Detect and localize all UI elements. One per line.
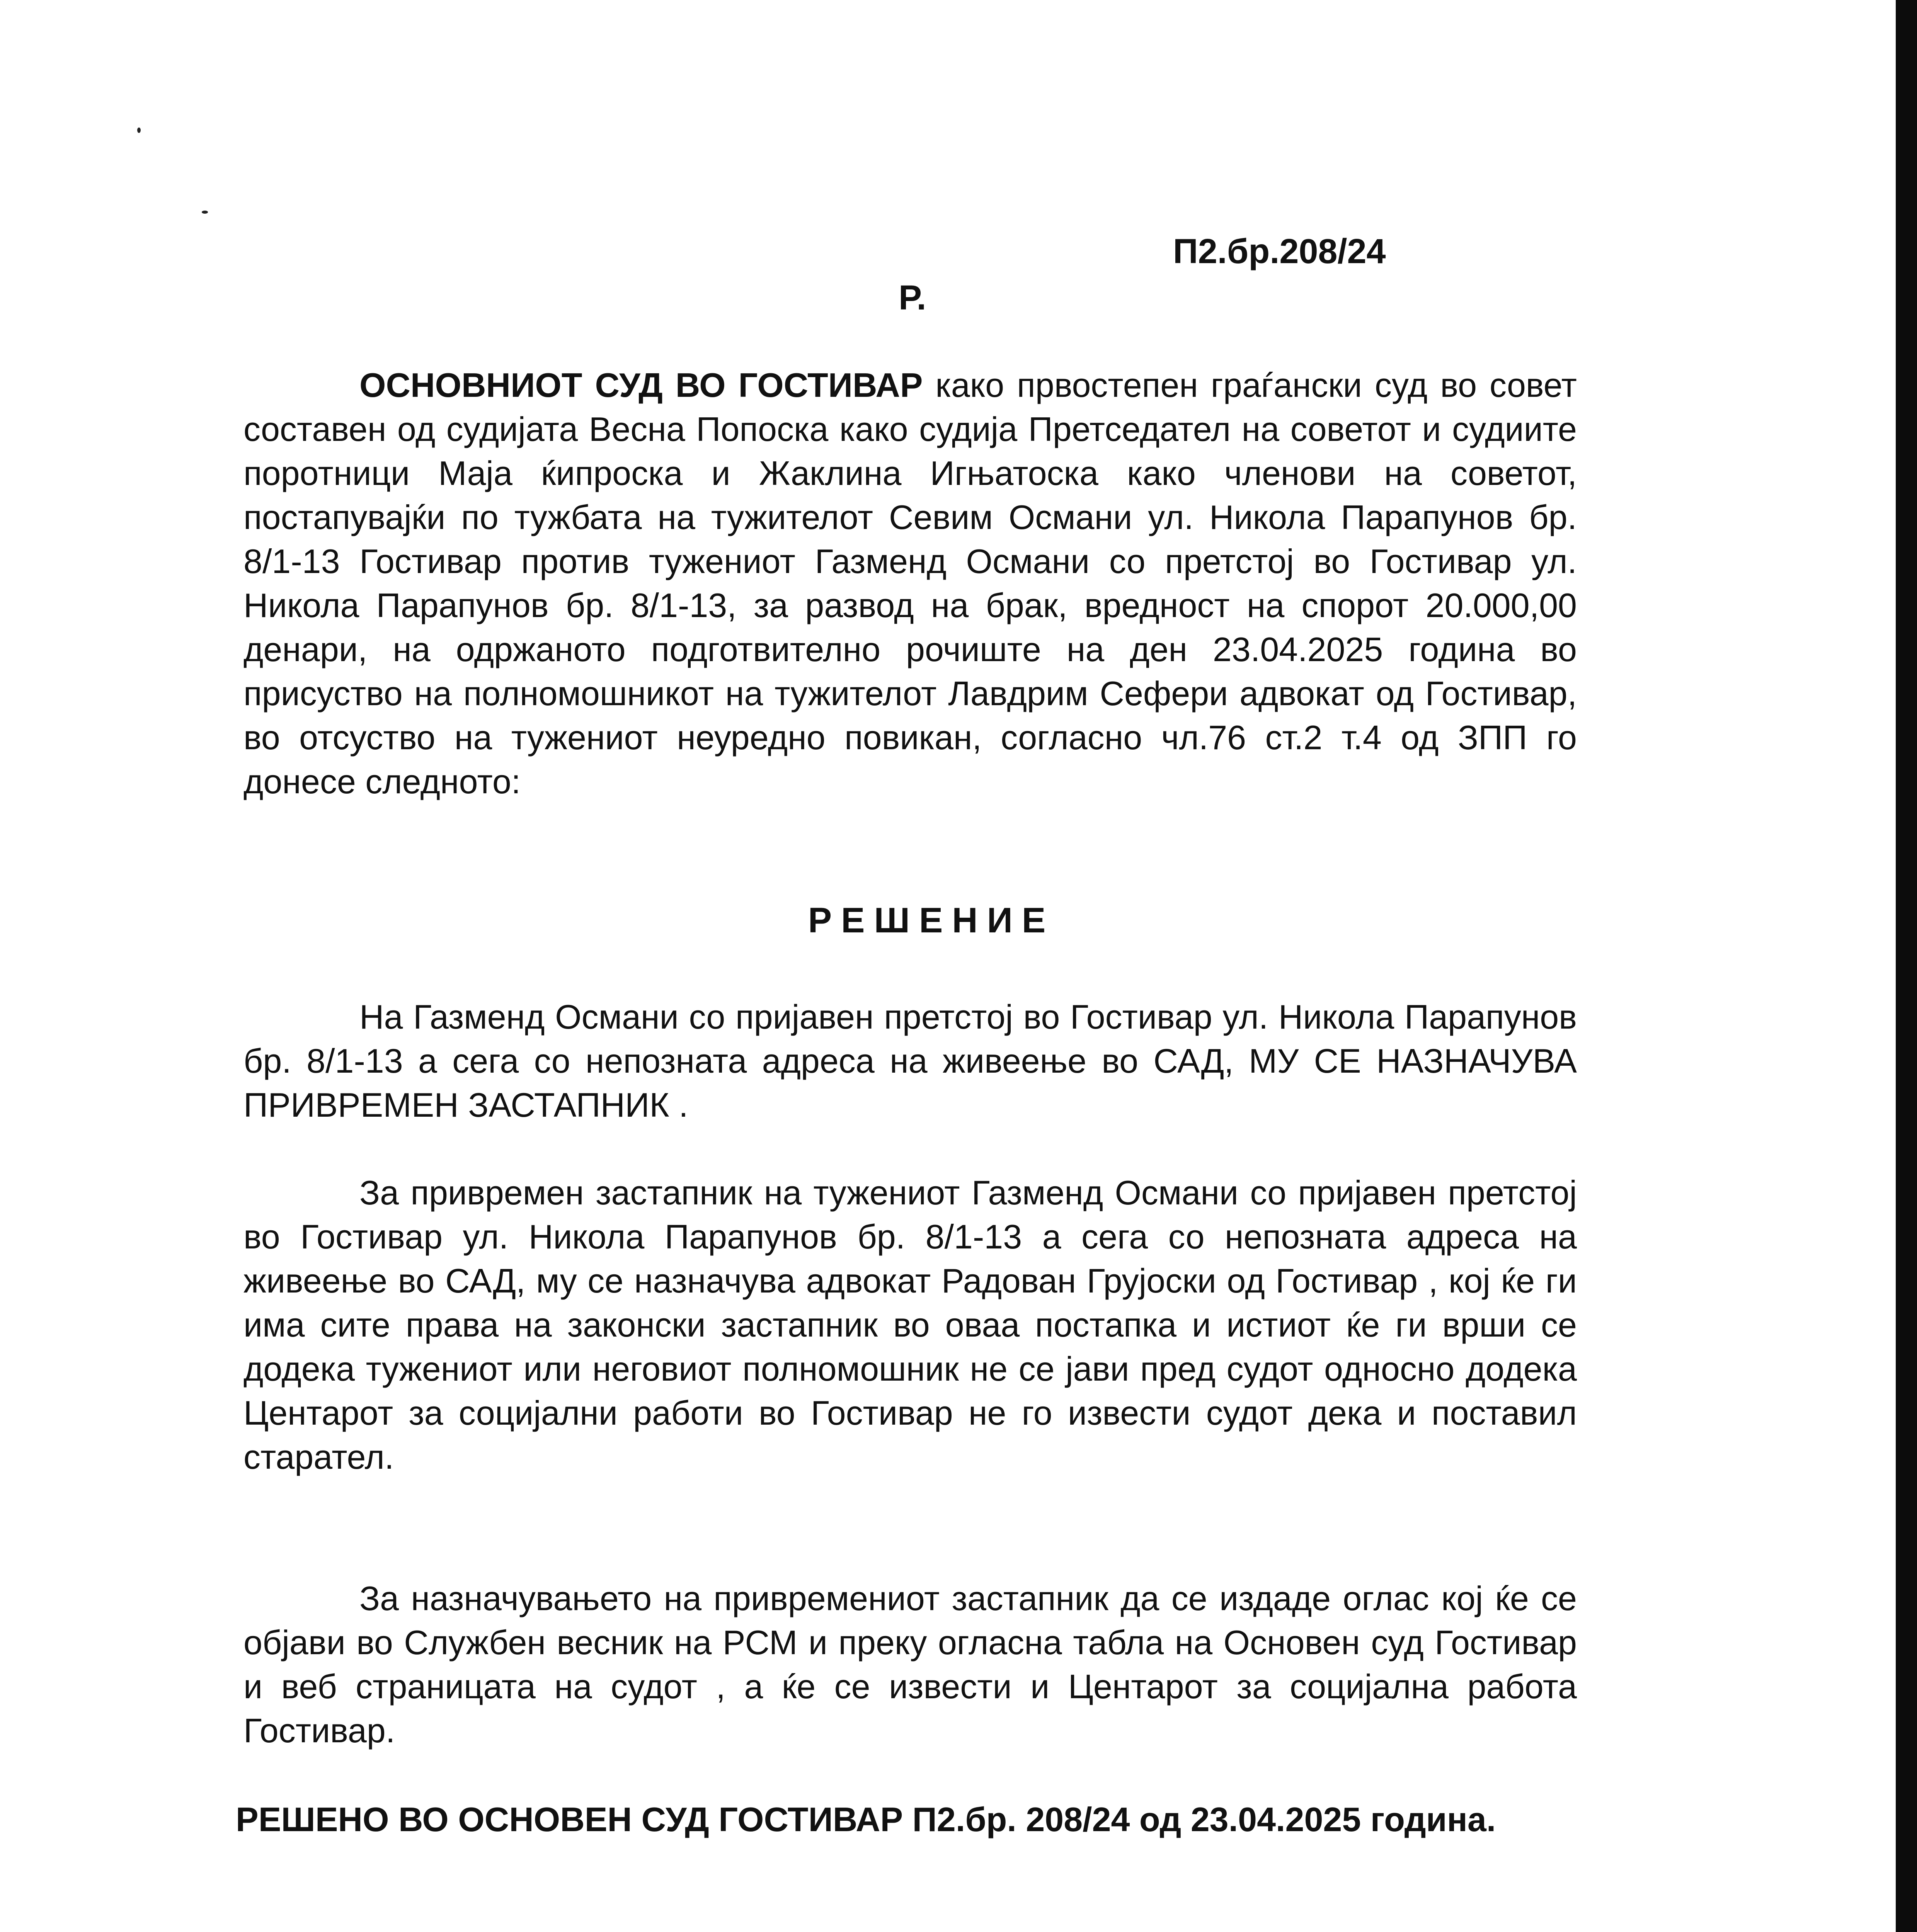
decision-paragraph-1: На Газменд Османи со пријавен претстој во Гостивар ул. Никола Парапунов бр. 8/1-13 а сега со непозната адреса на живеење во САД, МУ СЕ НАЗНАЧУВА ПРИВРЕМЕН ЗАСТАПНИК . — [243, 998, 1577, 1124]
intro-paragraph — [243, 363, 1577, 804]
decision-paragraph-2: За привремен застапник на тужениот Газменд Османи со пријавен претстој во Гостивар ул. Никола Парапунов бр. 8/1-13 а сега со непозната адреса на живеење во САД, му се назначува адвокат Радован Грујоски од Гостивар , кој ќе ги има сите права на законски застапник во оваа постапка и истиот ќе ги врши се додека тужениот или неговиот полномошник не се јави пред судот односно додека Центарот за социјални работи во Гостивар не го извести судот дека и поставил старател. — [243, 1173, 1577, 1476]
intro-body: како првостепен граѓански суд во совет составен од судијата Весна Попоска како судија Претседател на советот и судиите поротници Маја ќипроска и Жаклина Игњатоска како членови на советот, постапувајќи по тужбата на тужителот Севим Османи ул. Никола Парапунов бр. 8/1-13 Гостивар против тужениот Газменд Османи со претстој во Гостивар ул. Никола Парапунов бр. 8/1-13, за развод на брак, вредност на спорот 20.000,00 денари, на одржаното подготвително рочиште на ден 23.04.2025 година во присуство на полномошникот на тужителот Лавдрим Сефери адвокат од Гостивар, во отсуство на тужениот неуредно повикан, согласно чл.76 ст.2 т.4 од ЗПП го донесе следното: — [243, 366, 1577, 801]
scan-speck — [202, 211, 208, 214]
scan-speck — [137, 128, 141, 133]
decision-paragraph-3: За назначувањето на привремениот застапник да се издаде оглас кој ќе се објави во Службен весник на РСМ и преку огласна табла на Основен суд Гостивар и веб страницата на судот , а ќе се извести и Центарот за социјална работа Гостивар. — [243, 1579, 1577, 1750]
decided-statement: РЕШЕНО ВО ОСНОВЕН СУД ГОСТИВАР П2.бр. 208/24 од 23.04.2025 година. — [236, 1800, 1496, 1838]
decision-heading: РЕШЕНИЕ — [808, 901, 1055, 940]
document-letter: Р. — [899, 279, 926, 317]
case-number: П2.бр.208/24 — [1173, 232, 1386, 271]
court-name: ОСНОВНИОТ СУД ВО ГОСТИВАР — [359, 366, 923, 404]
scan-border-right — [1896, 0, 1917, 1932]
